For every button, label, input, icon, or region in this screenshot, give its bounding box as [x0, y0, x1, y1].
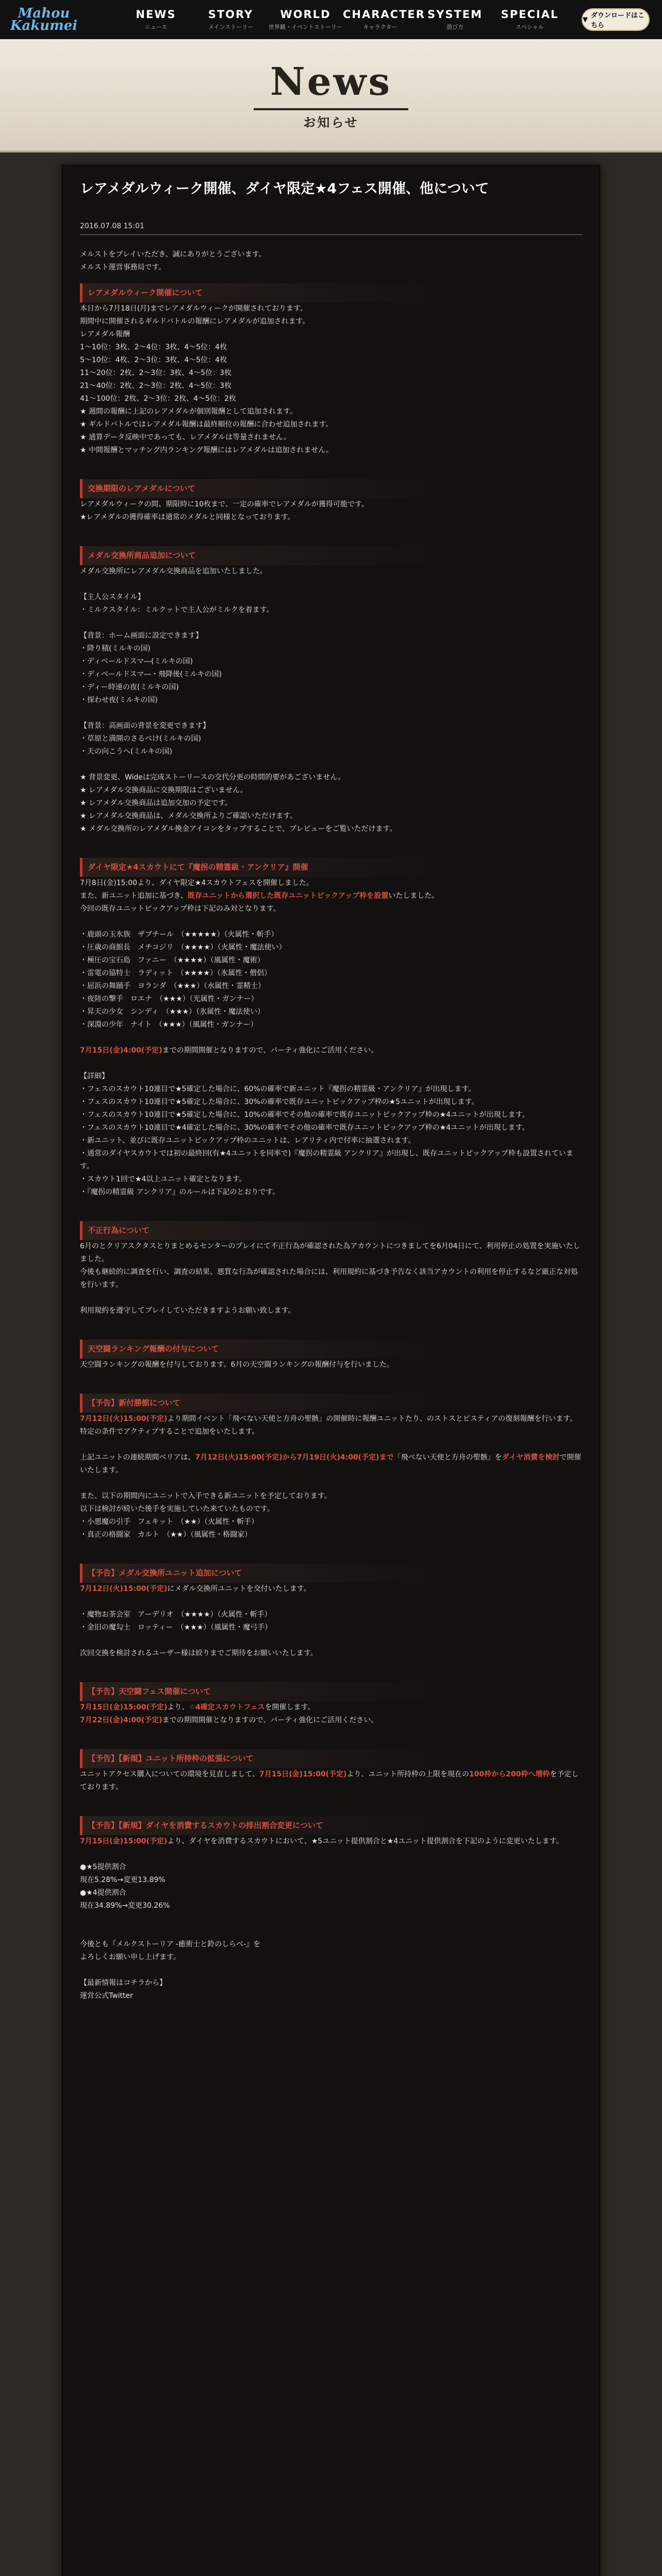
text-line: 天空闘ランキングの報酬を付与しております。6月の天空闘ランキングの報酬付与を行いました。	[80, 1361, 394, 1369]
text-line: ・ディベールドスマ―(ミルキの国)	[80, 657, 193, 666]
text-line	[80, 1583, 582, 1596]
text-span: より、	[167, 1703, 189, 1711]
text-line: 利用規約を遵守してプレイしていただきますようお願い致します。	[80, 1307, 295, 1315]
text-line: ・真正の格闘家 カルト （★★）（風属性・格闘家）	[80, 1531, 252, 1539]
spacer	[80, 1660, 582, 1673]
nav-label: WORLD	[280, 8, 331, 21]
text-line: 6月のとクリアスクタスとりまとめるセンターのプレイにて不正行為が確認された為アカウントにつきましてを6月04日にて、利用停止の処置を実施いたしました。	[80, 1242, 581, 1263]
text-line	[80, 877, 582, 890]
section-heading: 【予告】【新規】ダイヤを消費するスカウトの排出割合変更について	[80, 1816, 582, 1835]
text-line: よろしくお願い申し上げます。	[80, 1953, 180, 1961]
text-span: より、ユニット所持枠の上限を現在の	[346, 1770, 469, 1778]
text-line: ・屈浜の舞踊手 ヨランダ （★★★）（水属性・霊精士）	[80, 982, 266, 990]
text-line: ・新ユニット、並びに既存ユニットピックアップ枠のユニットは、レアリティ内で付率に抽選されます。	[80, 1137, 416, 1145]
text-line: ・鹿頭の玉氷族 ザブチール （★★★★★）（火属性・斬手）	[80, 930, 278, 939]
text-line	[80, 1490, 582, 1503]
page-subtitle: お知らせ	[303, 115, 359, 130]
text-line	[80, 1451, 582, 1477]
text-line: 1〜10位：3枚、2〜4位：3枚、4〜5位：4枚	[80, 343, 227, 351]
highlight-text: 既存ユニットから選択した既存ユニットピックアップ枠を設置	[187, 892, 389, 900]
text-line: ★ 中間報酬とマッチング内ランキング報酬にはレアメダルは追加されません。	[80, 446, 334, 454]
text-line	[80, 758, 582, 771]
text-line: メルスト運営事務局です。	[80, 263, 166, 272]
nav-label: STORY	[208, 8, 254, 21]
text-span: いたしました。	[388, 892, 439, 900]
nav-label: SPECIAL	[501, 8, 559, 21]
nav-label: SYSTEM	[427, 8, 483, 21]
section-heading: 不正行為について	[80, 1221, 582, 1240]
spacer	[80, 1794, 582, 1807]
text-line: ★ ギルドバトルではレアメダル報酬は最終順位の報酬に合わせ追加されます。	[80, 420, 333, 429]
section-heading: 天空闘ランキング報酬の付与について	[80, 1340, 582, 1359]
spacer	[80, 1317, 582, 1330]
text-line: 現在34.89%→変更30.26%	[80, 1902, 170, 1910]
text-span: 以下は検討が続いた後手を実施していた来ていたものです。	[80, 1505, 274, 1513]
text-line	[80, 890, 582, 903]
nav-news[interactable]	[119, 8, 193, 31]
download-icon: ▼	[583, 15, 588, 24]
spacer	[80, 524, 582, 537]
text-line: メルストをプレイいただき、誠にありがとうございます。	[80, 250, 266, 259]
nav-special[interactable]	[492, 8, 567, 31]
text-line: ・ディー時速の夜(ミルキの国)	[80, 683, 179, 691]
text-span: より、ダイヤを消費するスカウトにおいて、★5ユニット提供割合と★4ユニット提供割合を下記のように変更いたします。	[167, 1837, 564, 1845]
nav-world[interactable]	[268, 8, 343, 31]
text-line: ・昇天の少女 シンディ （★★★）（氷属性・魔法使い）	[80, 1008, 265, 1016]
nav-system[interactable]	[418, 8, 492, 31]
text-span: を開催します。	[264, 1703, 315, 1711]
spacer	[80, 1031, 582, 1044]
text-line: 11〜20位：2枚、2〜3位：3枚、4〜5位：3枚	[80, 369, 231, 377]
article-body	[80, 248, 582, 2003]
text-span: を予定しております。	[80, 1770, 579, 1791]
text-span: 次回交換を検討されるユーザー様は絞りまでご期待をお願いいたします。	[80, 1649, 318, 1657]
spacer	[80, 1596, 582, 1608]
spacer	[80, 1477, 582, 1490]
text-line	[80, 617, 582, 630]
highlight-text: ダイヤ消費を検討	[502, 1453, 560, 1462]
text-span: また、新ユニット追加に基づき、	[80, 892, 188, 900]
section-heading: 【予告】メダル交換所ユニット追加について	[80, 1564, 582, 1583]
text-line: 【主人公スタイル】	[80, 593, 145, 601]
article-date: 2016.07.08 15:01	[80, 222, 144, 230]
download-button[interactable]	[582, 8, 650, 31]
highlight-text: 7月12日(火)15:00(予定)	[80, 1415, 168, 1423]
text-span: 今回の既存ユニットピックアップ枠は下記のみ対となります。	[80, 905, 280, 913]
text-line: 【背景：ホーム画面に設定できます】	[80, 632, 203, 640]
text-line: ★ 週間の報酬に上記のレアメダルが個別報酬として追加されます。	[80, 408, 297, 416]
text-line: ・極圧の宝石島 ファニー （★★★★）（風属性・魔術）	[80, 956, 264, 964]
text-line: ・夜陸の撃手 ロエナ （★★★）（光属性・ガンナー）	[80, 995, 258, 1003]
global-header	[0, 0, 662, 39]
text-span: より期間イベント「飛べない天使と方舟の聖骸」の開催時に報酬ユニットたり、のストスとピスティアの復刻報酬を行います。特定の条件でアクティブすることで追加をいたします。	[80, 1415, 577, 1436]
text-span: までの期間開催となりますので、パーティ強化にご活用ください。	[162, 1716, 378, 1724]
article-panel	[62, 165, 600, 2576]
text-line: ・深淵の少年 ナイト （★★★）（風属性・ガンナー）	[80, 1021, 258, 1029]
hero-title-box	[0, 39, 662, 150]
highlight-text: 7月15日(金)15:00(予定)	[259, 1770, 347, 1778]
spacer	[80, 836, 582, 849]
text-line: 【最新情報はコチラから】	[80, 1979, 167, 1987]
game-logo[interactable]: Mahou Kakumei	[10, 6, 78, 33]
nav-sublabel: メインストーリー	[208, 24, 254, 30]
text-line: ●★5提供割合	[80, 1863, 126, 1871]
title-divider	[254, 108, 408, 110]
nav-label: NEWS	[136, 8, 176, 21]
text-line	[80, 1768, 582, 1794]
nav-sublabel: スペシャル	[516, 24, 544, 30]
nav-sublabel: 世界観・イベントストーリー	[269, 24, 342, 30]
text-span: にメダル交換所ユニットを交付いたします。	[167, 1585, 311, 1593]
spacer	[80, 1634, 582, 1647]
text-line	[80, 1413, 582, 1438]
text-line	[80, 1070, 582, 1083]
text-line: ・通常のダイヤスカウトでは初の最終回(有★4ユニットを同率で)『魔拐の精霊級 アンクリア』が出現し、既存ユニットピックアップ枠も設置されています。	[80, 1149, 573, 1171]
highlight-text: ☆4確定スカウトフェス	[189, 1703, 265, 1711]
text-line: ・降り積(ミルキの国)	[80, 645, 151, 653]
text-line: ★レアメダルの獲得確率は通常のメダルと同様となっております。	[80, 513, 295, 521]
text-span: また、以下の期間内にユニットで入手できる新ユニットを予定しております。	[80, 1492, 332, 1500]
nav-story[interactable]	[193, 8, 268, 31]
text-line	[80, 903, 582, 916]
spacer	[80, 1199, 582, 1212]
main-nav	[119, 8, 567, 31]
text-line: 現在5.28%→変更13.89%	[80, 1876, 166, 1884]
text-line: ★ レアメダル交換商品に交換期限はございません。	[80, 786, 247, 794]
text-line: ・魔物お茶会室 アーデリオ （★★★★）（火属性・斬手）	[80, 1611, 272, 1619]
nav-character[interactable]	[343, 8, 425, 31]
text-line: ★ レアメダル交換商品は、メダル交換所よりご確認いただけます。	[80, 812, 297, 820]
text-line: ・ディベールドスマ―・飛降後(ミルキの国)	[80, 670, 222, 679]
nav-sublabel: キャラクター	[363, 24, 398, 30]
text-line: ・草原と満開のさるべけ(ミルキの国)	[80, 735, 201, 743]
spacer	[80, 457, 582, 470]
section-heading: レアメダルウィーク開催について	[80, 283, 582, 302]
text-line: ・金旧の魔勾士 ロッティー （★★★）（風属性・魔弓手）	[80, 1623, 272, 1632]
text-line: ★ メダル交換所のレアメダル換金アイコンをタップすることで、プレビューをご覧いただけます。	[80, 825, 397, 833]
title-rule	[80, 234, 582, 235]
spacer	[80, 1541, 582, 1554]
text-span: までの期間開催となりますので、パーティ強化にご活用ください。	[162, 1046, 378, 1055]
spacer	[80, 1925, 582, 1938]
text-line: ・フェスのスカウト10連目で★4確定した場合に、30%の確率でその他の確率で既存ユニットピックアップ枠の★4ユニットが出現します。	[80, 1124, 529, 1132]
text-line	[80, 578, 582, 591]
text-line: 運営公式Twitter	[80, 1992, 133, 2000]
text-line: 今後も継続的に調査を行い、調査の結果、悪質な行為が確認された場合には、利用規約に基づき予告なく該当アカウントの利用を停止するなど厳正な対処を行います。	[80, 1268, 578, 1289]
text-line: 41〜100位：2枚、2〜3位：2枚、4〜5位：2枚	[80, 395, 236, 403]
highlight-text: 7月12日(火)15:00(予定)	[80, 1585, 168, 1593]
download-label: ダウンロードはこちら	[591, 12, 645, 29]
text-line: ・小悪魔の引手 フェキット （★★）（火属性・斬手）	[80, 1518, 259, 1526]
spacer	[80, 1371, 582, 1384]
text-line	[80, 707, 582, 720]
text-line: ・フェスのスカウト10連目で★5確定した場合に、30%の確率で既存ユニットピックアップ枠の★5ユニットが出現します。	[80, 1098, 479, 1106]
highlight-text: 7月22日(金)4:00(予定)	[80, 1716, 162, 1724]
text-line: メダル交換所にレアメダル交換商品を追加いたしました。	[80, 567, 268, 575]
text-line: 5〜10位：4枚、2〜3位：3枚、4〜5位：4枚	[80, 356, 227, 364]
text-line	[80, 1964, 582, 1977]
text-line	[80, 1647, 582, 1660]
nav-sublabel: ニュース	[144, 24, 168, 30]
text-line	[80, 1714, 582, 1727]
spacer	[80, 1912, 582, 1925]
text-line: ★ 通算データ反映中であっても、レアメダルは等量されません。	[80, 433, 291, 442]
text-line: 本日から7月18日(月)までレアメダルウィークが開催されております。	[80, 304, 307, 313]
spacer	[80, 1438, 582, 1451]
highlight-text: 7月12日(火)15:00(予定)から7月19日(火)4:00(予定)まで	[195, 1453, 394, 1462]
section-heading: メダル交換所商品追加について	[80, 546, 582, 565]
text-line: ・雷電の協特士 ラディット （★★★★）（氷属性・僧侶）	[80, 969, 272, 977]
text-line	[80, 1835, 582, 1848]
text-line: レアメダルウィークの間、期限時に10枚まで、一定の確率でレアメダルが獲得可能です。	[80, 500, 369, 509]
highlight-text: 7月15日(金)15:00(予定)	[80, 1703, 168, 1711]
text-line: ・スカウト1回で★4以上ユニット確定となります。	[80, 1175, 246, 1183]
section-heading: 【予告】新付勝館について	[80, 1394, 582, 1413]
page-title: News	[270, 60, 392, 104]
text-line: ・フェスのスカウト10連目で★5確定した場合に、60%の確率で新ユニット『魔拐の精霊級・アンクリア』が出現します。	[80, 1085, 476, 1093]
section-heading: 【予告】天空闘フェス開催について	[80, 1682, 582, 1701]
spacer	[80, 1727, 582, 1740]
section-heading: 交換期限のレアメダルについて	[80, 479, 582, 498]
text-line	[80, 1292, 582, 1304]
text-line	[80, 1044, 582, 1057]
text-line: レアメダル報酬	[80, 330, 130, 338]
text-line: ●★4提供割合	[80, 1889, 126, 1897]
text-line: ・圧歳の商館長 メチコジリ （★★★★）（火属性・魔法使い）	[80, 943, 286, 952]
text-span: 7月8日(金)15:00より、ダイヤ限定★4スカウトフェスを開催しました。	[80, 879, 314, 887]
section-heading: 【予告】【新規】ユニット所持枠の拡張について	[80, 1749, 582, 1768]
text-line: ★ 背景変更、Wideは完成ストーリースの交代分更の時間的要があございません。	[80, 773, 345, 782]
text-line: 期間中に開催されるギルドバトルの報酬にレアメダルが追加されます。	[80, 317, 310, 326]
text-span: 「飛べない天使と方舟の聖骸」を	[393, 1453, 502, 1462]
text-line: ・フェスのスカウト10連目で★5確定した場合に、10%の確率でその他の確率で既存ユニットピックアップ枠の★4ユニットが出現します。	[80, 1111, 529, 1119]
highlight-text: 7月15日(金)15:00(予定)	[80, 1837, 168, 1845]
text-line: ・天の向こうへ(ミルキの国)	[80, 748, 172, 756]
text-line	[80, 1701, 582, 1714]
page-hero	[0, 39, 662, 152]
text-line: 21〜40位：2枚、2〜3位：2枚、4〜5位：3枚	[80, 382, 231, 390]
text-span: 上記ユニットの連続期間ベリアは、	[80, 1453, 195, 1462]
text-line: ・ミルクスタイル：ミルクットで主人公がミルクを着ます。	[80, 606, 274, 614]
nav-label: CHARACTER	[343, 8, 425, 21]
highlight-text: 7月15日(金)4:00(予定)	[80, 1046, 162, 1055]
text-line	[80, 1503, 582, 1516]
text-span: で開催いたします。	[80, 1453, 582, 1475]
text-line: 【背景：高画面の背景を変更できます】	[80, 722, 210, 730]
article-title: レアメダルウィーク開催、ダイヤ限定★4フェス開催、他について	[80, 181, 489, 197]
spacer	[80, 916, 582, 928]
section-heading: ダイヤ限定★4スカウトにて『魔拐の精霊級・アンクリア』開催	[80, 858, 582, 877]
spacer	[80, 1057, 582, 1070]
text-span: 【詳細】	[80, 1072, 109, 1080]
text-line: ・探わせ夜(ミルキの国)	[80, 696, 158, 704]
spacer	[80, 1848, 582, 1861]
text-line: 今後とも『メルクストーリア -癒術士と鈴のしらべ-』を	[80, 1940, 261, 1948]
highlight-text: 100枠から200枠へ増枠	[469, 1770, 550, 1778]
text-line: ・『魔拐の精霊級 アンクリア』のルールは下記のとおりです。	[80, 1188, 280, 1196]
nav-sublabel: 遊び方	[446, 24, 464, 30]
text-span: ユニットアクセス購入についての環境を見直しまして、	[80, 1770, 260, 1778]
text-line: ★ レアメダル交換商品は追加交加の予定です。	[80, 799, 233, 807]
